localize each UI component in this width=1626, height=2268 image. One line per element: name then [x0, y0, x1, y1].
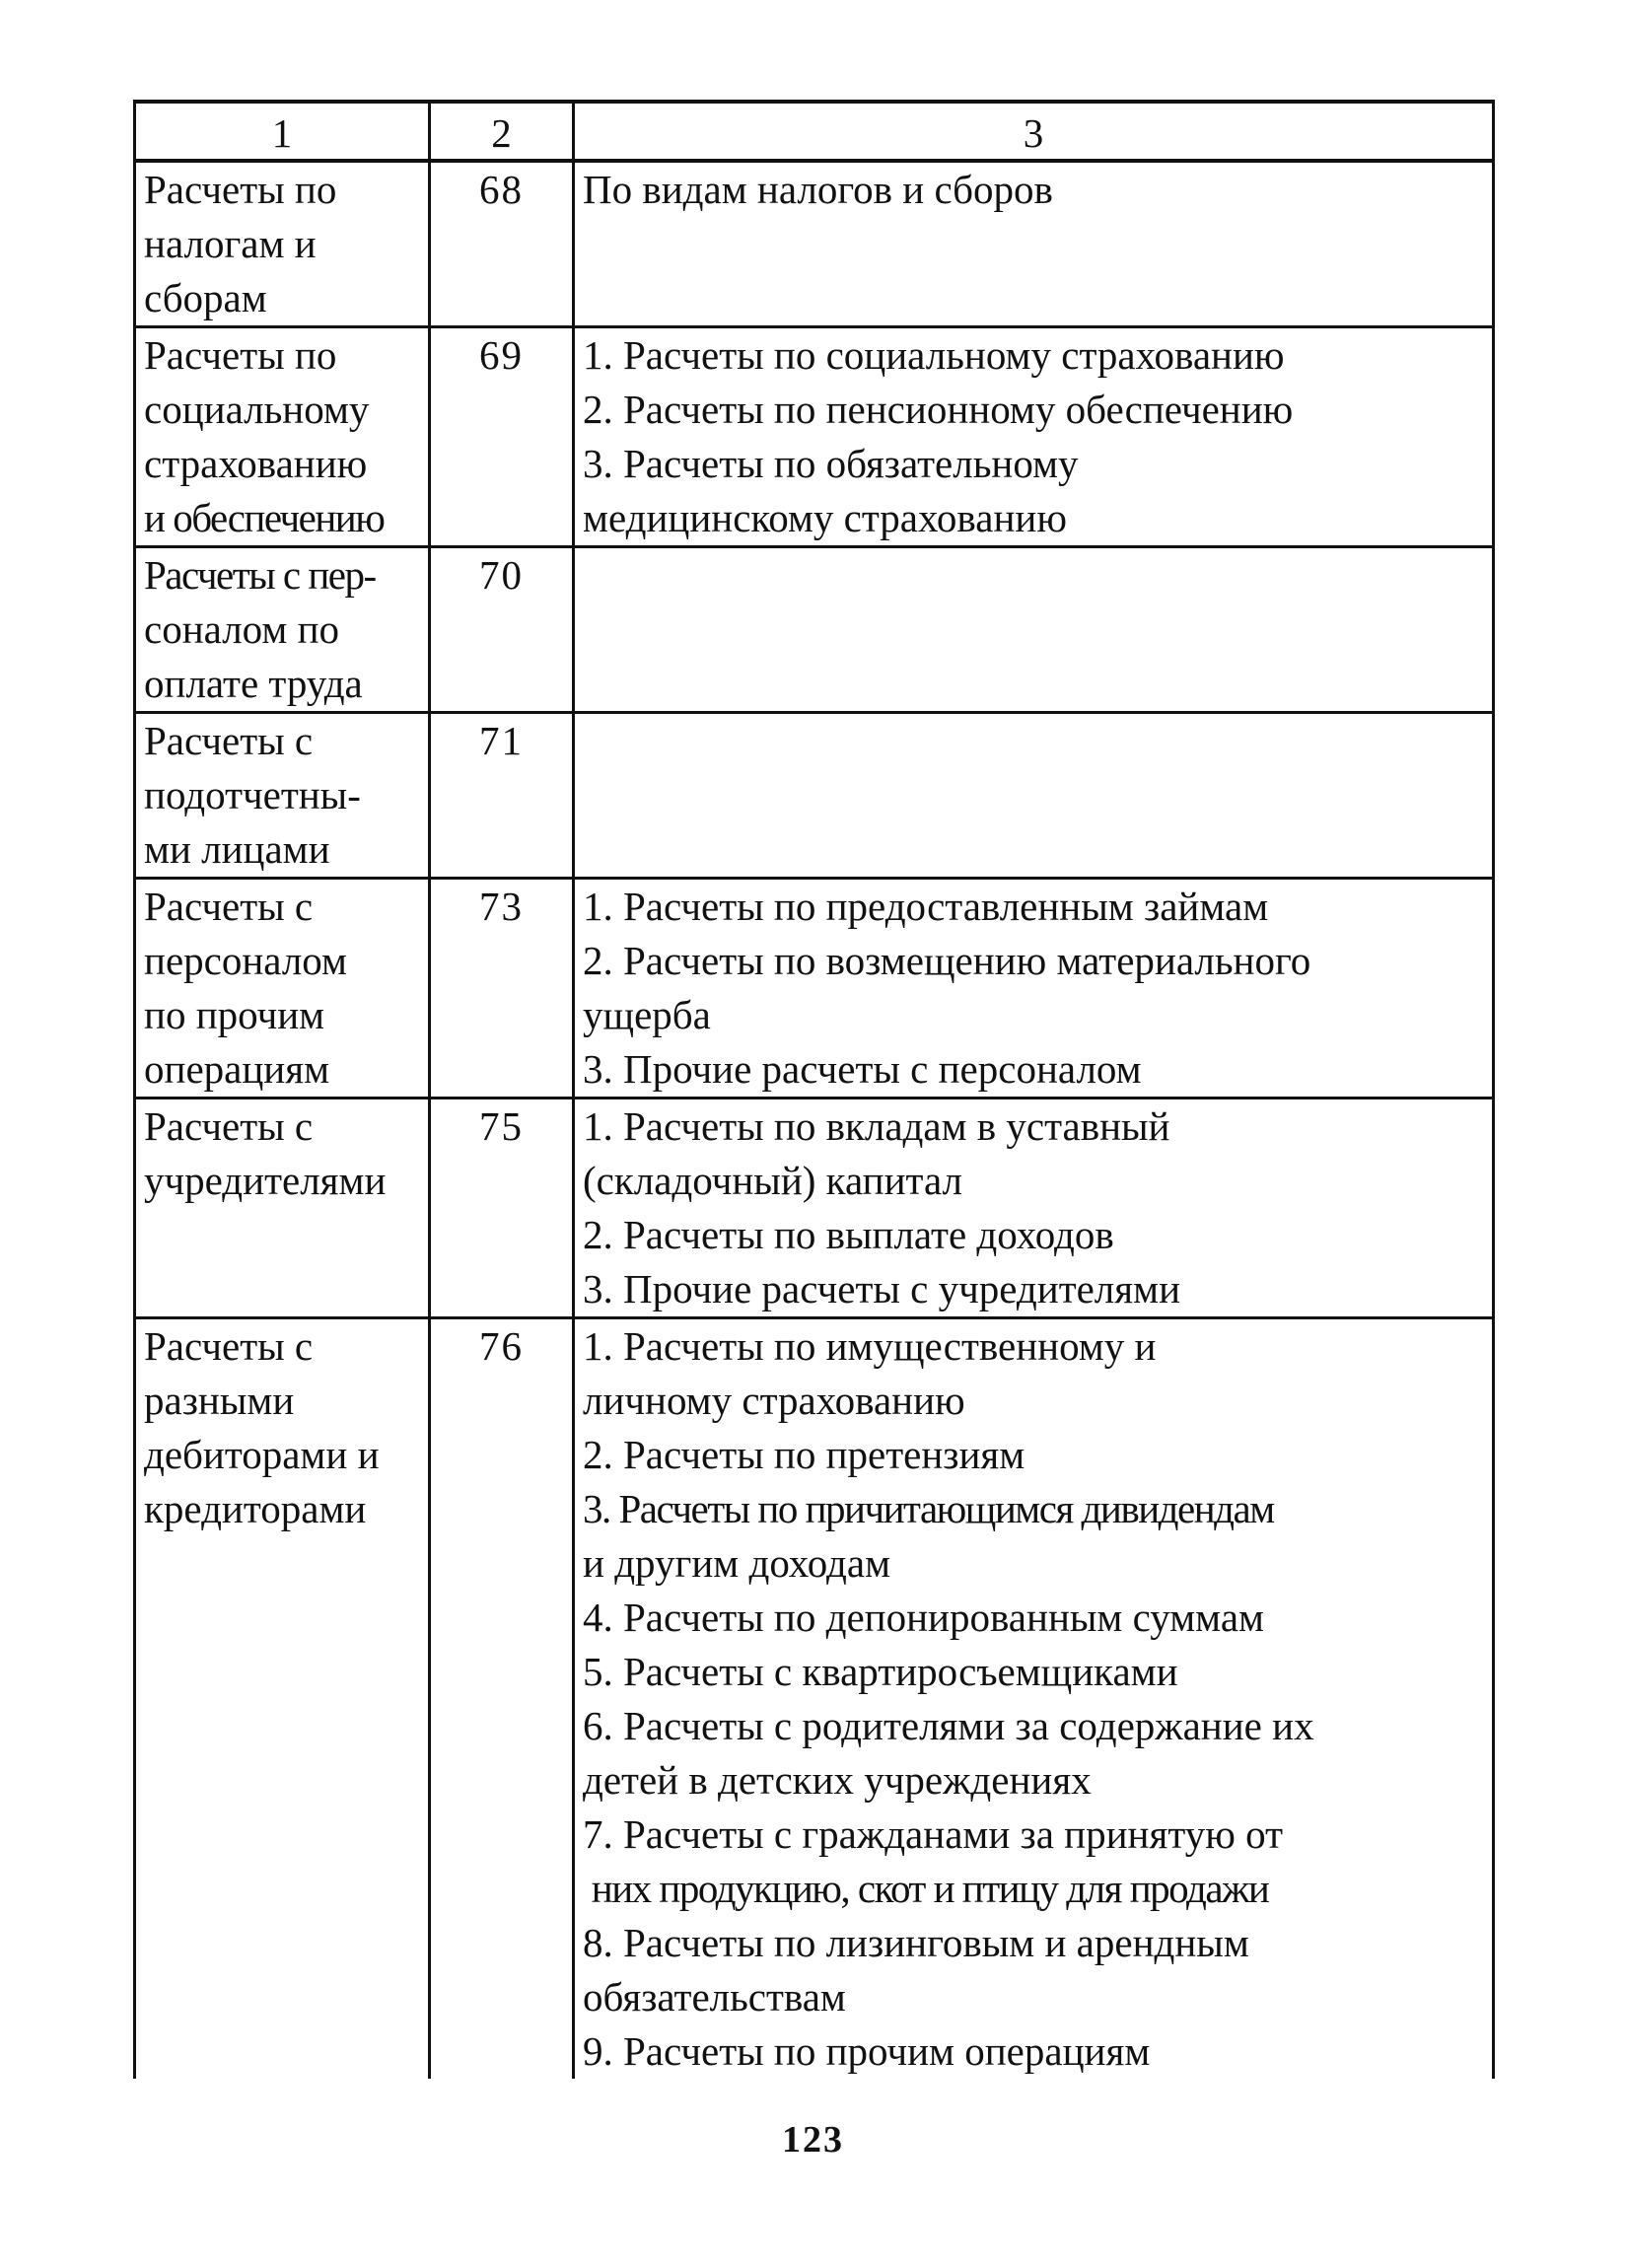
- account-number-cell: 71: [430, 713, 574, 879]
- subaccount-line: обязательствам: [583, 1974, 846, 2020]
- header-row: [135, 102, 1494, 161]
- subaccounts-cell: [574, 713, 1494, 879]
- account-number-cell: 69: [430, 327, 574, 547]
- account-name-line: Расчеты с: [144, 1323, 314, 1369]
- table-row: [135, 713, 1494, 879]
- subaccount-line: и другим доходам: [583, 1540, 891, 1586]
- table-row: [135, 1318, 1494, 2080]
- account-name-line: страхованию: [144, 441, 368, 486]
- account-number-cell: 75: [430, 1099, 574, 1318]
- account-name-cell: [135, 161, 430, 327]
- account-name-line: дебиторами и: [144, 1432, 380, 1477]
- account-name-cell: [135, 327, 430, 547]
- subaccount-line: 2. Расчеты по претензиям: [583, 1432, 1025, 1477]
- account-name-line: соналом по: [144, 606, 340, 652]
- subaccount-line: них продукцию, скот и птицу для продажи: [583, 1866, 1269, 1911]
- subaccounts-cell: [574, 879, 1494, 1099]
- account-name-line: учредителями: [144, 1158, 387, 1203]
- subaccounts-cell: [574, 547, 1494, 713]
- subaccount-line: 6. Расчеты с родителями за содержание их: [583, 1703, 1314, 1748]
- subaccount-line: 2. Расчеты по пенсионному обеспечению: [583, 387, 1294, 432]
- table-row: [135, 161, 1494, 327]
- subaccount-line: ущерба: [583, 992, 711, 1037]
- account-name-line: налогам и: [144, 221, 317, 266]
- subaccount-line: 9. Расчеты по прочим операциям: [583, 2028, 1151, 2074]
- account-name-line: оплате труда: [144, 661, 363, 706]
- subaccount-line: 2. Расчеты по возмещению материального: [583, 938, 1311, 983]
- subaccount-line: 3. Прочие расчеты с персоналом: [583, 1046, 1142, 1092]
- subaccount-line: (складочный) капитал: [583, 1158, 962, 1203]
- table-row: [135, 879, 1494, 1099]
- page-number: 123: [782, 2119, 844, 2161]
- subaccount-line: 1. Расчеты по вкладам в уставный: [583, 1103, 1170, 1149]
- subaccount-line: 1. Расчеты по социальному страхованию: [583, 332, 1285, 378]
- subaccounts-cell: [574, 161, 1494, 327]
- account-name-line: Расчеты по: [144, 332, 337, 378]
- account-name-line: подотчетны-: [144, 772, 361, 817]
- account-name-line: Расчеты с: [144, 1103, 314, 1149]
- subaccounts-cell: [574, 1099, 1494, 1318]
- account-name-line: сборам: [144, 275, 267, 320]
- subaccount-line: 5. Расчеты с квартиросъемщиками: [583, 1649, 1178, 1694]
- account-number-cell: 68: [430, 161, 574, 327]
- subaccount-line: 8. Расчеты по лизинговым и арендным: [583, 1920, 1249, 1965]
- account-name-line: Расчеты с пер-: [144, 552, 376, 598]
- account-name-line: операциям: [144, 1046, 330, 1092]
- account-name-line: по прочим: [144, 992, 325, 1037]
- account-name-cell: [135, 1099, 430, 1318]
- table-row: [135, 327, 1494, 547]
- subaccount-line: 3. Расчеты по обязательному: [583, 441, 1079, 486]
- account-name-line: кредиторами: [144, 1486, 367, 1531]
- subaccounts-cell: [574, 327, 1494, 547]
- subaccount-line: По видам налогов и сборов: [583, 167, 1053, 212]
- account-name-cell: [135, 1318, 430, 2080]
- subaccount-line: 7. Расчеты с гражданами за принятую от: [583, 1811, 1283, 1857]
- subaccount-line: 3. Расчеты по причитающимся дивидендам: [583, 1486, 1274, 1531]
- column-header-3: 3: [574, 102, 1494, 161]
- account-name-cell: [135, 547, 430, 713]
- account-name-cell: [135, 713, 430, 879]
- account-name-line: Расчеты с: [144, 718, 314, 763]
- account-number-cell: 73: [430, 879, 574, 1099]
- subaccount-line: 3. Прочие расчеты с учредителями: [583, 1266, 1181, 1311]
- account-name-line: ми лицами: [144, 826, 330, 872]
- subaccount-line: детей в детских учреждениях: [583, 1757, 1092, 1803]
- table-row: [135, 1099, 1494, 1318]
- account-name-line: и обеспечению: [144, 495, 385, 540]
- subaccount-line: медицинскому страхованию: [583, 495, 1067, 540]
- account-name-line: Расчеты по: [144, 167, 337, 212]
- column-header-1: 1: [135, 102, 430, 161]
- account-number-cell: 70: [430, 547, 574, 713]
- subaccount-line: 1. Расчеты по предоставленным займам: [583, 884, 1269, 929]
- subaccount-line: 2. Расчеты по выплате доходов: [583, 1212, 1114, 1257]
- account-name-cell: [135, 879, 430, 1099]
- account-number-cell: 76: [430, 1318, 574, 2080]
- column-header-2: 2: [430, 102, 574, 161]
- accounts-table: [133, 100, 1495, 2079]
- account-name-line: разными: [144, 1378, 295, 1423]
- subaccount-line: личному страхованию: [583, 1378, 965, 1423]
- subaccount-line: 4. Расчеты по депонированным суммам: [583, 1595, 1264, 1640]
- table-row: [135, 547, 1494, 713]
- account-name-line: Расчеты с: [144, 884, 314, 929]
- subaccount-line: 1. Расчеты по имущественному и: [583, 1323, 1157, 1369]
- account-name-line: персоналом: [144, 938, 347, 983]
- account-name-line: социальному: [144, 387, 370, 432]
- subaccounts-cell: [574, 1318, 1494, 2080]
